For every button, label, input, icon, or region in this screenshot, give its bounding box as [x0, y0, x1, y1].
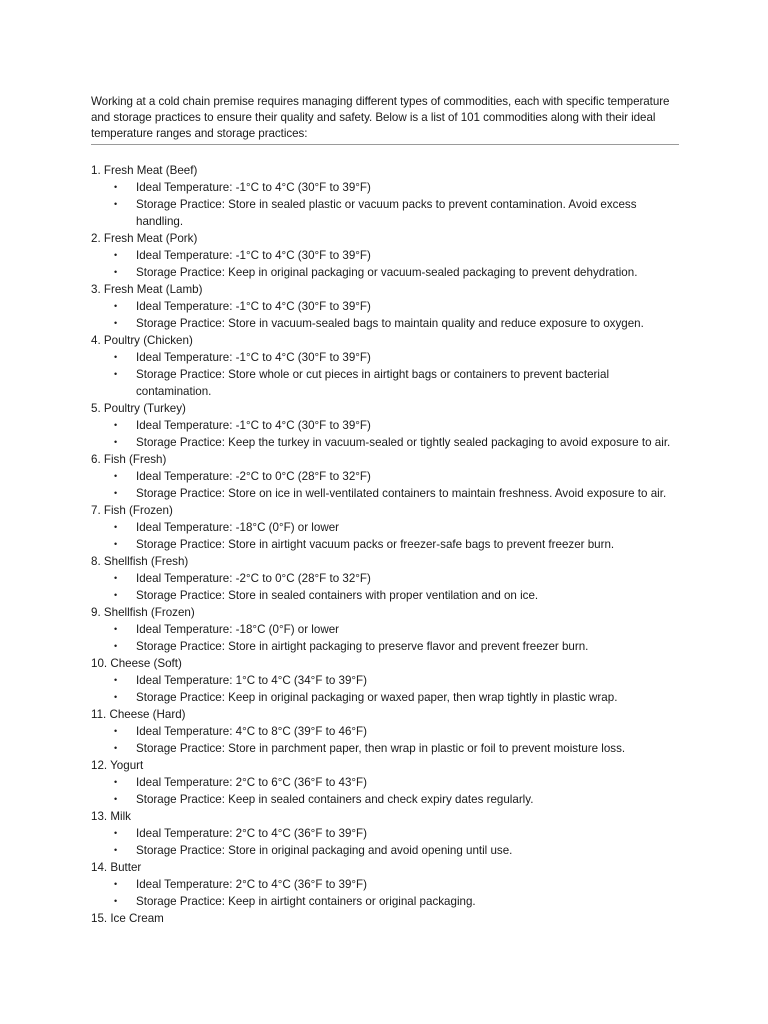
- commodity-title: 9. Shellfish (Frozen): [91, 606, 195, 619]
- bullet-icon: •: [114, 641, 118, 651]
- commodity-title: 12. Yogurt: [91, 759, 144, 772]
- bullet-text: Storage Practice: Store in airtight packaging to preserve flavor and prevent freezer burn.: [136, 640, 589, 653]
- bullet-icon: •: [114, 777, 118, 787]
- ideal-temperature-bullet: [91, 825, 679, 842]
- commodity-item: [91, 502, 679, 553]
- ideal-temperature-bullet: [91, 723, 679, 740]
- ideal-temperature-bullet: [91, 876, 679, 893]
- commodity-title: 6. Fish (Fresh): [91, 453, 167, 466]
- storage-practice-bullet: [91, 638, 679, 655]
- bullet-icon: •: [114, 726, 118, 736]
- commodity-bullet-list: [91, 825, 679, 859]
- bullet-text: Storage Practice: Store in airtight vacuum packs or freezer-safe bags to prevent freezer burn.: [136, 538, 615, 551]
- commodity-item: [91, 332, 679, 400]
- commodity-bullet-list: [91, 247, 679, 281]
- bullet-icon: •: [114, 539, 118, 549]
- document-page: [91, 94, 679, 927]
- bullet-icon: •: [114, 845, 118, 855]
- commodity-bullet-list: [91, 417, 679, 451]
- ideal-temperature-bullet: [91, 417, 679, 434]
- bullet-text: Ideal Temperature: 2°C to 6°C (36°F to 43°F): [136, 776, 367, 789]
- bullet-text: Storage Practice: Keep in sealed containers and check expiry dates regularly.: [136, 793, 534, 806]
- bullet-icon: •: [114, 420, 118, 430]
- commodity-bullet-list: [91, 774, 679, 808]
- commodity-bullet-list: [91, 876, 679, 910]
- commodity-bullet-list: [91, 468, 679, 502]
- bullet-text: Storage Practice: Keep the turkey in vacuum-sealed or tightly sealed packaging to avoid exposure to air.: [136, 436, 671, 449]
- commodity-title: 10. Cheese (Soft): [91, 657, 182, 670]
- commodity-title: 1. Fresh Meat (Beef): [91, 164, 198, 177]
- storage-practice-bullet: [91, 689, 679, 706]
- storage-practice-bullet: [91, 315, 679, 332]
- ideal-temperature-bullet: [91, 774, 679, 791]
- ideal-temperature-bullet: [91, 468, 679, 485]
- commodity-title: 3. Fresh Meat (Lamb): [91, 283, 203, 296]
- bullet-icon: •: [114, 199, 118, 209]
- bullet-icon: •: [114, 522, 118, 532]
- bullet-text: Storage Practice: Keep in original packaging or vacuum-sealed packaging to prevent dehydration.: [136, 266, 638, 279]
- bullet-icon: •: [114, 471, 118, 481]
- commodity-title: 4. Poultry (Chicken): [91, 334, 193, 347]
- commodity-title: 15. Ice Cream: [91, 912, 164, 925]
- bullet-icon: •: [114, 828, 118, 838]
- bullet-text: Storage Practice: Store in vacuum-sealed bags to maintain quality and reduce exposure to oxygen.: [136, 317, 644, 330]
- commodity-bullet-list: [91, 570, 679, 604]
- bullet-icon: •: [114, 352, 118, 362]
- bullet-text: Ideal Temperature: -1°C to 4°C (30°F to 39°F): [136, 351, 371, 364]
- bullet-icon: •: [114, 267, 118, 277]
- ideal-temperature-bullet: [91, 519, 679, 536]
- commodity-item: [91, 281, 679, 332]
- bullet-text: Storage Practice: Store whole or cut pieces in airtight bags or containers to prevent bacterial contamination.: [136, 368, 610, 398]
- bullet-icon: •: [114, 743, 118, 753]
- bullet-icon: •: [114, 182, 118, 192]
- bullet-text: Ideal Temperature: 4°C to 8°C (39°F to 46°F): [136, 725, 367, 738]
- commodity-bullet-list: [91, 621, 679, 655]
- commodity-title: 14. Butter: [91, 861, 142, 874]
- commodity-item: [91, 859, 679, 910]
- bullet-text: Storage Practice: Store in sealed plastic or vacuum packs to prevent contamination. Avoid excess handling.: [136, 198, 637, 228]
- bullet-icon: •: [114, 624, 118, 634]
- bullet-icon: •: [114, 590, 118, 600]
- commodity-title: 13. Milk: [91, 810, 131, 823]
- commodity-bullet-list: [91, 519, 679, 553]
- bullet-text: Ideal Temperature: -1°C to 4°C (30°F to 39°F): [136, 181, 371, 194]
- ideal-temperature-bullet: [91, 298, 679, 315]
- ideal-temperature-bullet: [91, 179, 679, 196]
- commodity-title: 8. Shellfish (Fresh): [91, 555, 189, 568]
- commodity-bullet-list: [91, 723, 679, 757]
- intro-paragraph: Working at a cold chain premise requires managing different types of commodities, each with specific temperature and storage practices to ensure their quality and safety. Below is a list of 101 commodities along with their ideal temperature ranges and storage practices:: [91, 95, 670, 140]
- storage-practice-bullet: [91, 196, 679, 230]
- bullet-text: Storage Practice: Store in sealed containers with proper ventilation and on ice.: [136, 589, 539, 602]
- bullet-icon: •: [114, 794, 118, 804]
- commodity-item: [91, 162, 679, 230]
- bullet-text: Storage Practice: Keep in original packaging or waxed paper, then wrap tightly in plastic wrap.: [136, 691, 618, 704]
- commodity-bullet-list: [91, 349, 679, 400]
- commodity-title: 5. Poultry (Turkey): [91, 402, 186, 415]
- bullet-text: Storage Practice: Store on ice in well-ventilated containers to maintain freshness. Avoid exposure to air.: [136, 487, 667, 500]
- storage-practice-bullet: [91, 366, 679, 400]
- bullet-icon: •: [114, 301, 118, 311]
- bullet-icon: •: [114, 896, 118, 906]
- ideal-temperature-bullet: [91, 247, 679, 264]
- commodity-item: [91, 400, 679, 451]
- commodity-item: [91, 808, 679, 859]
- storage-practice-bullet: [91, 893, 679, 910]
- commodity-bullet-list: [91, 672, 679, 706]
- commodity-item: [91, 230, 679, 281]
- commodity-item: [91, 706, 679, 757]
- bullet-icon: •: [114, 318, 118, 328]
- ideal-temperature-bullet: [91, 349, 679, 366]
- horizontal-divider: [91, 144, 679, 145]
- ideal-temperature-bullet: [91, 570, 679, 587]
- commodity-item: [91, 451, 679, 502]
- commodity-title: 11. Cheese (Hard): [91, 708, 186, 721]
- commodity-title: 2. Fresh Meat (Pork): [91, 232, 198, 245]
- bullet-text: Ideal Temperature: -18°C (0°F) or lower: [136, 623, 340, 636]
- storage-practice-bullet: [91, 740, 679, 757]
- storage-practice-bullet: [91, 264, 679, 281]
- bullet-icon: •: [114, 250, 118, 260]
- storage-practice-bullet: [91, 536, 679, 553]
- storage-practice-bullet: [91, 434, 679, 451]
- storage-practice-bullet: [91, 791, 679, 808]
- commodity-item: [91, 757, 679, 808]
- bullet-icon: •: [114, 437, 118, 447]
- storage-practice-bullet: [91, 842, 679, 859]
- commodity-item: [91, 655, 679, 706]
- bullet-icon: •: [114, 488, 118, 498]
- bullet-text: Ideal Temperature: -1°C to 4°C (30°F to 39°F): [136, 419, 371, 432]
- bullet-text: Storage Practice: Store in original packaging and avoid opening until use.: [136, 844, 513, 857]
- bullet-text: Ideal Temperature: -1°C to 4°C (30°F to 39°F): [136, 300, 371, 313]
- commodity-bullet-list: [91, 298, 679, 332]
- bullet-text: Ideal Temperature: -18°C (0°F) or lower: [136, 521, 340, 534]
- bullet-icon: •: [114, 692, 118, 702]
- commodity-item: [91, 553, 679, 604]
- bullet-text: Ideal Temperature: 2°C to 4°C (36°F to 39°F): [136, 827, 367, 840]
- bullet-text: Ideal Temperature: 2°C to 4°C (36°F to 39°F): [136, 878, 367, 891]
- commodity-bullet-list: [91, 179, 679, 230]
- commodity-title: 7. Fish (Frozen): [91, 504, 173, 517]
- commodity-list: [91, 162, 679, 927]
- bullet-icon: •: [114, 879, 118, 889]
- bullet-text: Ideal Temperature: -1°C to 4°C (30°F to 39°F): [136, 249, 371, 262]
- bullet-icon: •: [114, 675, 118, 685]
- bullet-text: Ideal Temperature: 1°C to 4°C (34°F to 39°F): [136, 674, 367, 687]
- bullet-icon: •: [114, 573, 118, 583]
- bullet-icon: •: [114, 369, 118, 379]
- bullet-text: Ideal Temperature: -2°C to 0°C (28°F to 32°F): [136, 470, 371, 483]
- commodity-item: [91, 910, 679, 927]
- storage-practice-bullet: [91, 587, 679, 604]
- ideal-temperature-bullet: [91, 621, 679, 638]
- bullet-text: Storage Practice: Keep in airtight containers or original packaging.: [136, 895, 476, 908]
- bullet-text: Ideal Temperature: -2°C to 0°C (28°F to 32°F): [136, 572, 371, 585]
- ideal-temperature-bullet: [91, 672, 679, 689]
- bullet-text: Storage Practice: Store in parchment paper, then wrap in plastic or foil to prevent moisture loss.: [136, 742, 626, 755]
- commodity-item: [91, 604, 679, 655]
- storage-practice-bullet: [91, 485, 679, 502]
